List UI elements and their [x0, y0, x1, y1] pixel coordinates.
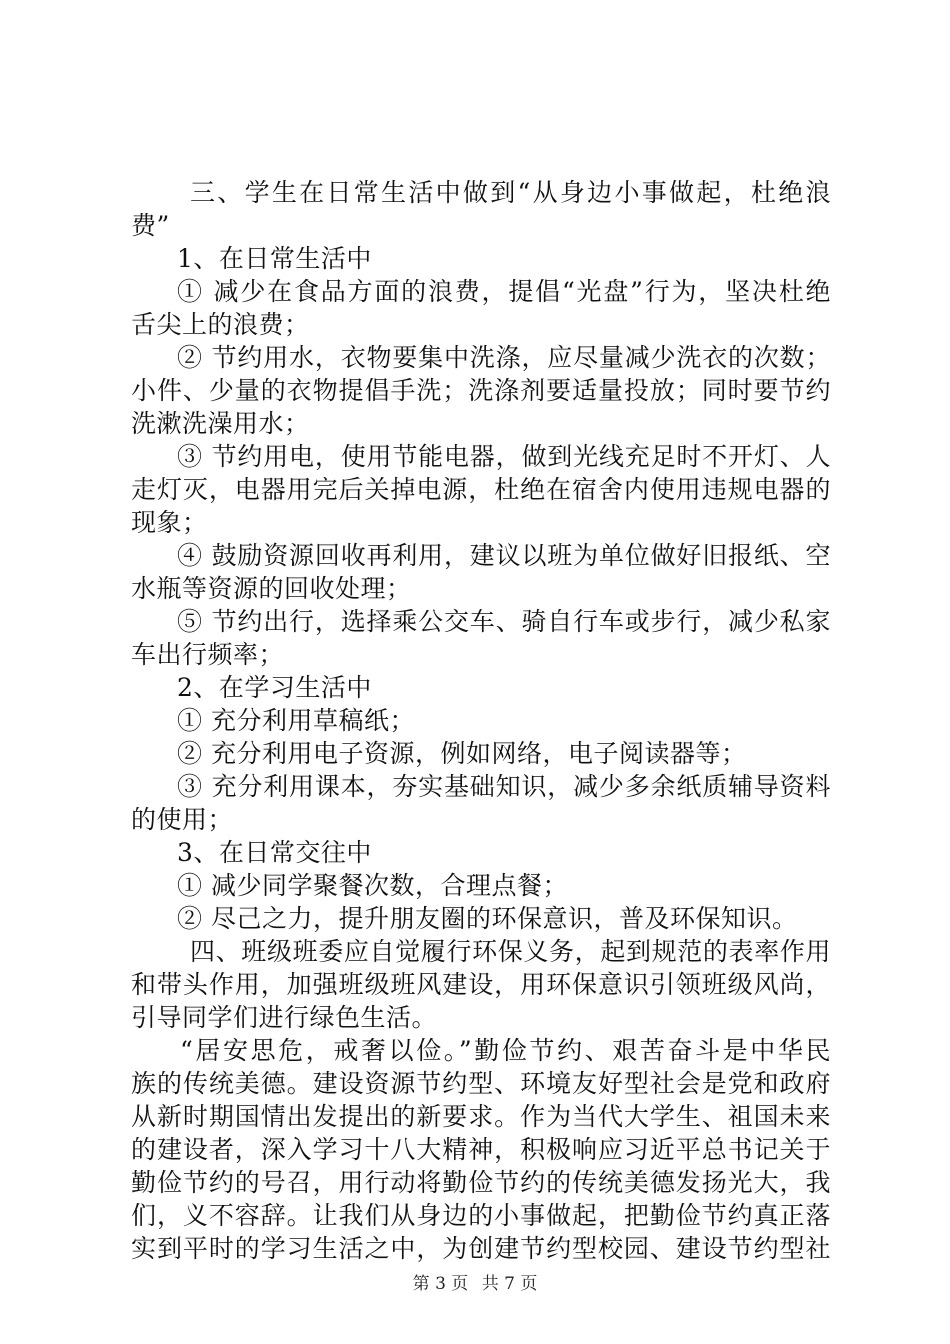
conclusion-line-1: “居安思危，戒奢以俭。”勤俭节约、艰苦奋斗是中华民 [180, 1036, 831, 1065]
item-textbooks-line-2: 的使用； [131, 805, 234, 834]
item-food-line-2: 舌尖上的浪费； [131, 310, 310, 339]
page-footer [0, 1273, 950, 1295]
item-e-resources: ② 充分利用电子资源，例如网络，电子阅读器等； [177, 739, 747, 768]
page-number: 第 3 页 [412, 1274, 469, 1294]
section-heading-3-line-1: 三、学生在日常生活中做到“从身边小事做起，杜绝浪 [190, 178, 831, 207]
item-travel-line-2: 车出行频率； [131, 640, 285, 669]
item-dining: ① 减少同学聚餐次数，合理点餐； [177, 871, 568, 900]
item-awareness: ② 尽己之力，提升朋友圈的环保意识，普及环保知识。 [177, 904, 798, 933]
item-water-line-2: 小件、少量的衣物提倡手洗；洗涤剂要适量投放；同时要节约 [131, 376, 831, 405]
item-recycle-line-1: ④ 鼓励资源回收再利用，建议以班为单位做好旧报纸、空 [177, 541, 831, 570]
item-electricity-line-2: 走灯灭，电器用完后关掉电源，杜绝在宿舍内使用违规电器的 [131, 475, 831, 504]
item-scratch-paper: ① 充分利用草稿纸； [177, 706, 415, 735]
item-electricity-line-1: ③ 节约用电，使用节能电器，做到光线充足时不开灯、人 [177, 442, 831, 471]
conclusion-line-6: 们，义不容辞。让我们从身边的小事做起，把勤俭节约真正落 [131, 1201, 831, 1230]
conclusion-line-3: 从新时期国情出发提出的新要求。作为当代大学生、祖国未来 [131, 1102, 831, 1131]
conclusion-line-7: 实到平时的学习生活之中，为创建节约型校园、建设节约型社 [131, 1234, 831, 1263]
item-water-line-3: 洗漱洗澡用水； [131, 409, 310, 438]
subheading-daily-life: 1、在日常生活中 [177, 244, 372, 273]
conclusion-line-5: 勤俭节约的号召，用行动将勤俭节约的传统美德发扬光大，我 [131, 1168, 831, 1197]
conclusion-line-4: 的建设者，深入学习十八大精神，积极响应习近平总书记关于 [131, 1135, 831, 1164]
section-heading-4-line-1: 四、班级班委应自觉履行环保义务，起到规范的表率作用 [190, 937, 831, 966]
item-recycle-line-2: 水瓶等资源的回收处理； [131, 574, 412, 603]
item-food-line-1: ① 减少在食品方面的浪费，提倡“光盘”行为，坚决杜绝 [177, 277, 831, 306]
page-total: 共 7 页 [481, 1274, 538, 1294]
item-textbooks-line-1: ③ 充分利用课本，夯实基础知识，减少多余纸质辅导资料 [177, 772, 831, 801]
subheading-study-life: 2、在学习生活中 [177, 673, 372, 702]
item-water-line-1: ② 节约用水，衣物要集中洗涤，应尽量减少洗衣的次数； [177, 343, 831, 372]
section-heading-4-line-2: 和带头作用，加强班级班风建设，用环保意识引领班级风尚， [131, 970, 831, 999]
item-travel-line-1: ⑤ 节约出行，选择乘公交车、骑自行车或步行，减少私家 [177, 607, 831, 636]
conclusion-line-2: 族的传统美德。建设资源节约型、环境友好型社会是党和政府 [131, 1069, 831, 1098]
item-electricity-line-3: 现象； [131, 508, 208, 537]
section-heading-3-line-2: 费” [131, 211, 170, 240]
subheading-social-life: 3、在日常交往中 [177, 838, 372, 867]
section-heading-4-line-3: 引导同学们进行绿色生活。 [131, 1003, 438, 1032]
